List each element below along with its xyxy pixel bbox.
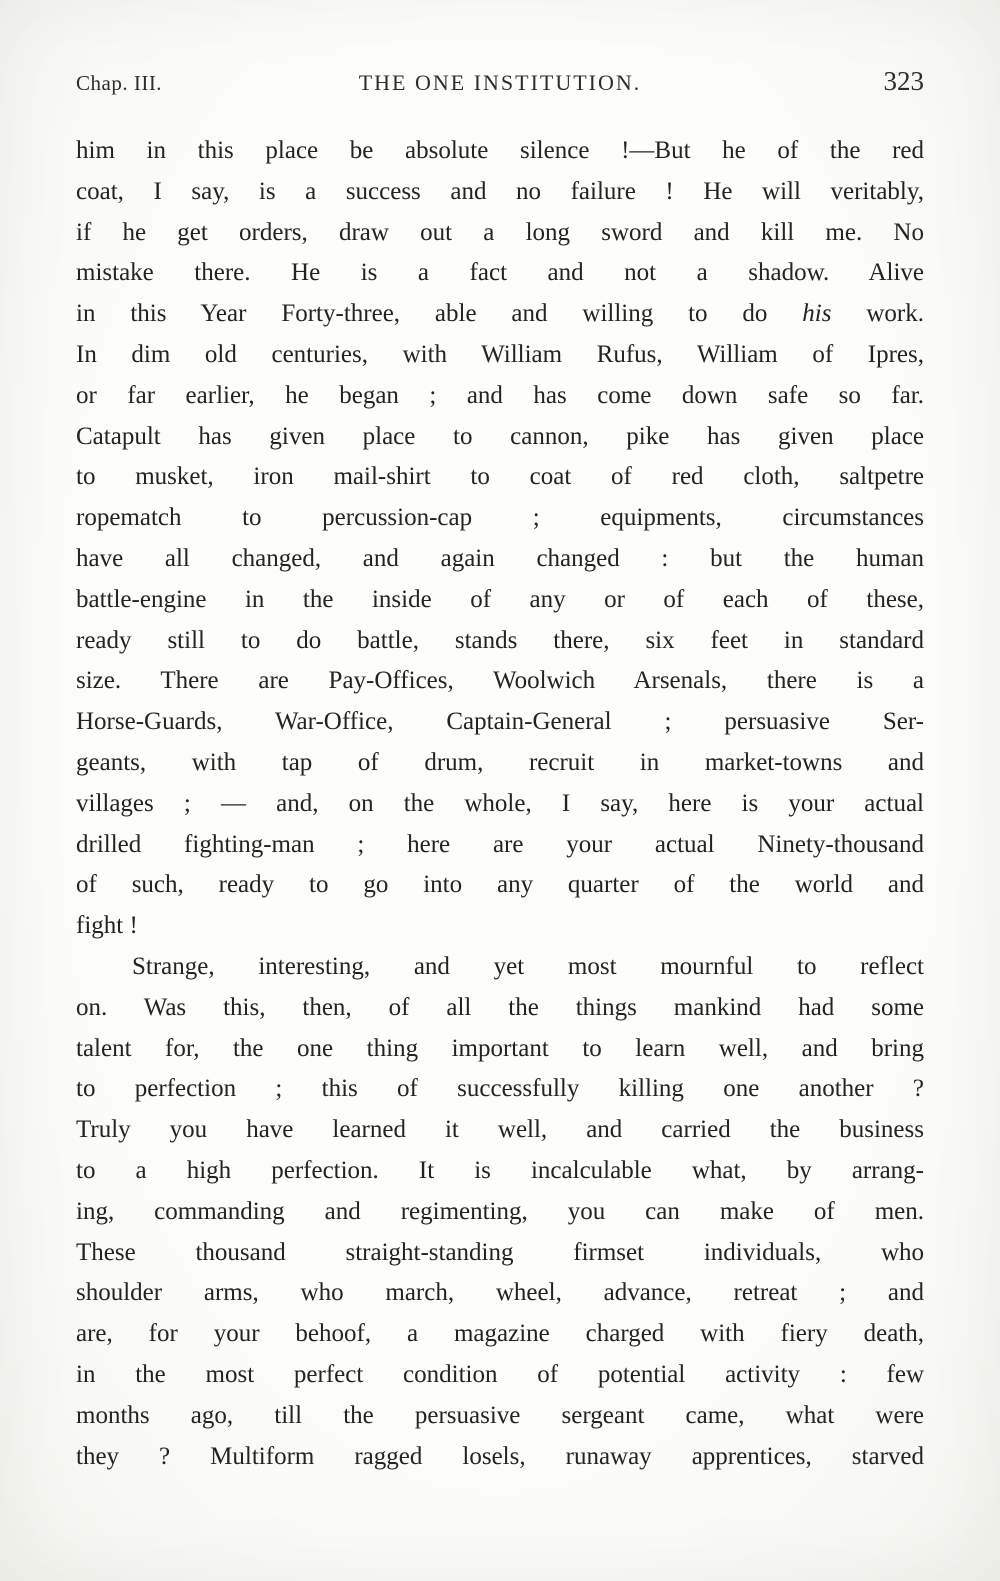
text-line-with-italic — [76, 294, 924, 335]
paragraph-2 — [76, 947, 924, 1477]
page-number: 323 — [883, 66, 924, 96]
italic-word: his — [802, 300, 832, 328]
text-line: have all changed, and again changed : but the human — [76, 544, 924, 572]
line-segment: work. — [831, 300, 924, 328]
text-line: These thousand straight-standing firmset individuals, who — [76, 1238, 924, 1266]
text-line: months ago, till the persuasive sergeant came, what were — [76, 1401, 924, 1429]
text-line: coat, I say, is a success and no failure ! He will veritably, — [76, 177, 924, 205]
page-body — [76, 131, 924, 1477]
text-line: of such, ready to go into any quarter of the world and — [76, 871, 924, 899]
text-line: talent for, the one thing important to learn well, and bring — [76, 1034, 924, 1062]
text-line: mistake there. He is a fact and not a shadow. Alive — [76, 259, 924, 287]
text-line: villages ; — and, on the whole, I say, here is your actual — [76, 789, 924, 817]
text-line: drilled fighting-man ; here are your actual Ninety-thousand — [76, 830, 924, 858]
text-line: if he get orders, draw out a long sword and kill me. No — [76, 218, 924, 246]
text-line: ropematch to percussion-cap ; equipments, circumstances — [76, 504, 924, 532]
text-line: battle-engine in the inside of any or of each of these, — [76, 585, 924, 613]
text-line: in the most perfect condition of potential activity : few — [76, 1360, 924, 1388]
text-line: to a high perfection. It is incalculable what, by arrang- — [76, 1156, 924, 1184]
line-segment: in this Year Forty-three, able and willing to do — [76, 300, 803, 328]
page-header — [76, 66, 924, 97]
text-line: to perfection ; this of successfully killing one another ? — [76, 1075, 924, 1103]
text-line: geants, with tap of drum, recruit in market-towns and — [76, 748, 924, 776]
line-group — [76, 335, 924, 906]
text-line: In dim old centuries, with William Rufus, William of Ipres, — [76, 340, 924, 368]
paragraph-last-line: fight ! — [76, 912, 138, 940]
text-line: or far earlier, he began ; and has come down safe so far. — [76, 381, 924, 409]
paragraph-1 — [76, 131, 924, 947]
text-line: they ? Multiform ragged losels, runaway apprentices, starved — [76, 1442, 924, 1470]
paragraph-first-line-indented: Strange, interesting, and yet most mournful to reflect — [132, 952, 924, 980]
text-line: size. There are Pay-Offices, Woolwich Arsenals, there is a — [76, 667, 924, 695]
text-line: Truly you have learned it well, and carried the business — [76, 1116, 924, 1144]
text-line: are, for your behoof, a magazine charged with fiery death, — [76, 1320, 924, 1348]
line-group — [76, 131, 924, 294]
text-line: to musket, iron mail-shirt to coat of red cloth, saltpetre — [76, 463, 924, 491]
chapter-label: Chap. III. — [76, 71, 163, 95]
text-line: Horse-Guards, War-Office, Captain-General ; persuasive Ser- — [76, 708, 924, 736]
text-line: Catapult has given place to cannon, pike has given place — [76, 422, 924, 450]
text-line: him in this place be absolute silence !—But he of the red — [76, 137, 924, 164]
text-line: on. Was this, then, of all the things mankind had some — [76, 993, 924, 1021]
line-group — [76, 988, 924, 1478]
running-title: THE ONE INSTITUTION. — [358, 70, 642, 95]
text-line: ing, commanding and regimenting, you can make of men. — [76, 1197, 924, 1225]
text-line: shoulder arms, who march, wheel, advance, retreat ; and — [76, 1279, 924, 1307]
text-line: ready still to do battle, stands there, six feet in standard — [76, 626, 924, 654]
